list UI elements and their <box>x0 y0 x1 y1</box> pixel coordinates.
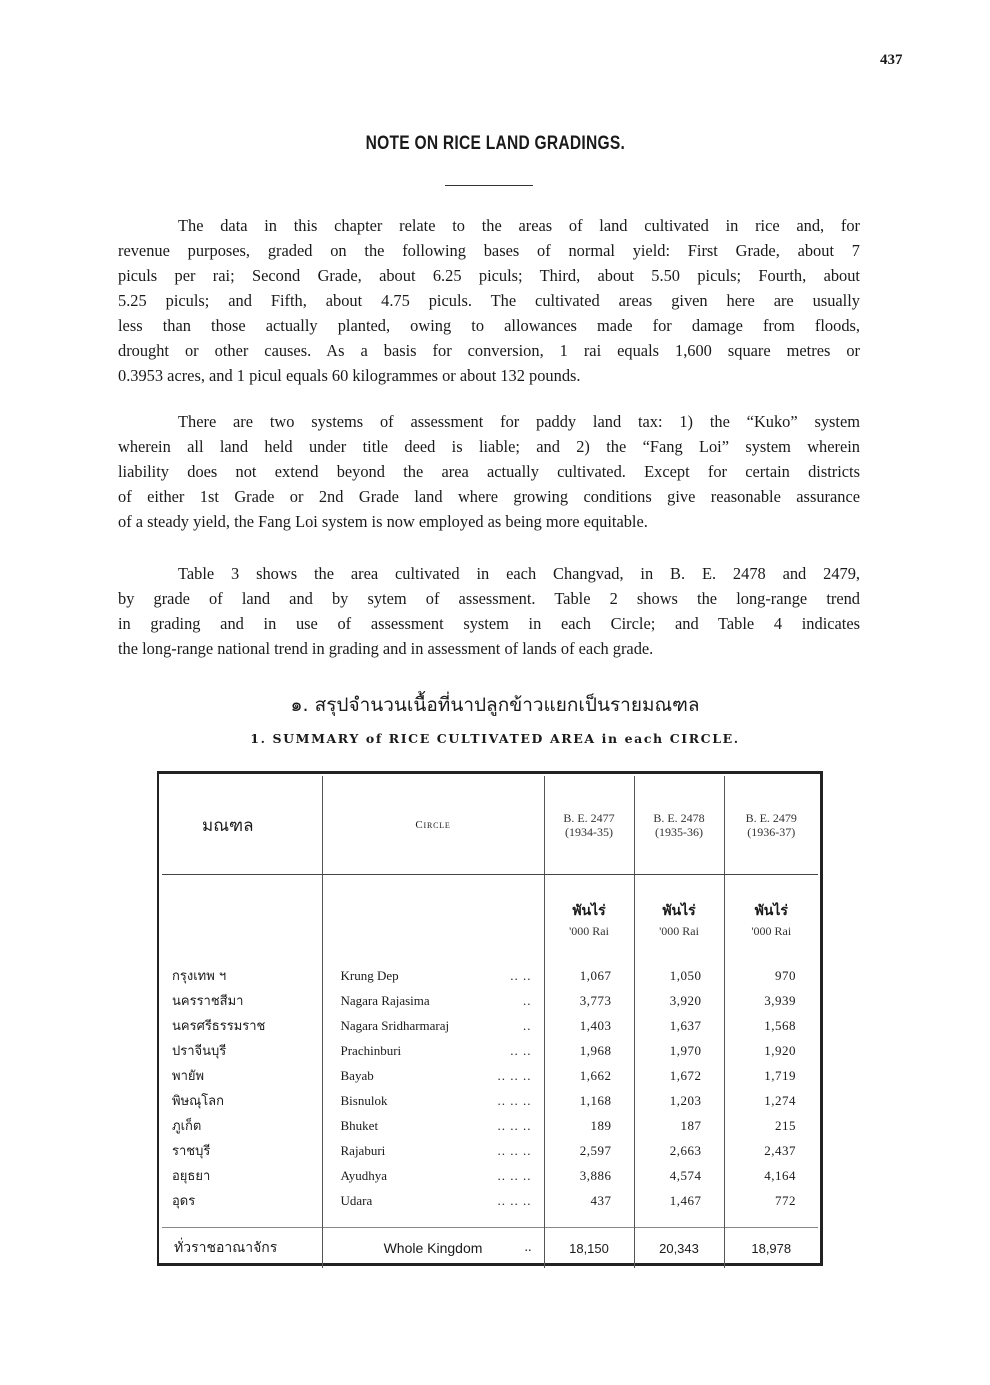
row-value-2479: 1,920 <box>724 1038 818 1063</box>
total-circle-cell <box>322 1228 544 1269</box>
row-thai-circle: ปราจีนบุรี <box>172 1044 227 1059</box>
row-circle-name: Bisnulok <box>340 1092 388 1108</box>
unit-thai: พันไร่ <box>572 902 606 919</box>
summary-table <box>162 776 818 1268</box>
row-circle <box>322 1013 544 1038</box>
header-year-2479 <box>724 776 818 875</box>
text-line: Table 3 shows the area cultivated in each Changvad, in B. E. 2478 and 2479, <box>178 564 860 583</box>
page-number: 437 <box>880 52 903 68</box>
paragraph-table-references <box>118 561 860 661</box>
row-circle-name: Rajaburi <box>340 1142 386 1158</box>
row-value-2478: 1,203 <box>634 1088 724 1113</box>
table-unit-row <box>162 875 818 964</box>
table-row <box>162 963 818 988</box>
text-line: of either 1st Grade or 2nd Grade land where growing conditions give reasonable assurance <box>118 487 860 506</box>
leader-dots: .. .. .. <box>497 1167 532 1183</box>
text-line: 5.25 piculs; and Fifth, about 4.75 piculs. The cultivated areas given here are usually <box>118 291 860 310</box>
leader-dots: .. .. .. <box>497 1067 532 1083</box>
text-line: less than those actually planted, owing to allowances made for damage from floods, <box>118 316 860 335</box>
row-value-2479: 772 <box>724 1188 818 1213</box>
row-thai-circle: กรุงเทพ ฯ <box>172 969 227 984</box>
unit-english: '000 Rai <box>659 923 699 938</box>
row-value-2477: 437 <box>544 1188 634 1213</box>
row-value-2477: 3,886 <box>544 1163 634 1188</box>
unit-2478 <box>634 875 724 964</box>
total-2477: 18,150 <box>544 1228 634 1269</box>
row-thai-circle: นครศรีธรรมราช <box>172 1019 266 1034</box>
row-value-2478: 1,672 <box>634 1063 724 1088</box>
table-row <box>162 1138 818 1163</box>
row-value-2479: 1,568 <box>724 1013 818 1038</box>
row-circle <box>322 1038 544 1063</box>
row-value-2479: 1,719 <box>724 1063 818 1088</box>
text-line: The data in this chapter relate to the areas of land cultivated in rice and, for <box>178 216 860 235</box>
row-circle <box>322 1138 544 1163</box>
text-line: of a steady yield, the Fang Loi system is now employed as being more equitable. <box>118 512 648 531</box>
row-thai-circle: พายัพ <box>172 1069 205 1084</box>
unit-thai: พันไร่ <box>662 902 696 919</box>
table-title-english: 1. SUMMARY of RICE CULTIVATED AREA in each CIRCLE. <box>250 731 740 746</box>
unit-2477 <box>544 875 634 964</box>
table-total-row <box>162 1228 818 1269</box>
row-thai-circle: ราชบุรี <box>172 1144 211 1159</box>
row-circle <box>322 963 544 988</box>
leader-dots: .. .. .. <box>497 1092 532 1108</box>
header-year-2477 <box>544 776 634 875</box>
table-row <box>162 1188 818 1213</box>
table-row <box>162 1063 818 1088</box>
leader-dots: .. <box>523 1017 532 1033</box>
row-circle-name: Krung Dep <box>340 967 399 983</box>
paragraph-assessment-systems <box>118 409 860 534</box>
text-line: liability does not extend beyond the area actually cultivated. Except for certain districts <box>118 462 860 481</box>
table-row <box>162 988 818 1013</box>
row-value-2477: 1,067 <box>544 963 634 988</box>
header-year-2478 <box>634 776 724 875</box>
unit-thai: พันไร่ <box>754 902 788 919</box>
row-circle <box>322 1113 544 1138</box>
table-row <box>162 1088 818 1113</box>
row-thai-circle: นครราชสีมา <box>172 994 244 1009</box>
row-value-2479: 970 <box>724 963 818 988</box>
row-circle-name: Prachinburi <box>340 1042 402 1058</box>
header-circle: Circle <box>322 776 544 875</box>
row-value-2479: 4,164 <box>724 1163 818 1188</box>
row-circle-name: Bayab <box>340 1067 374 1083</box>
table-row <box>162 1113 818 1138</box>
leader-dots: .. .. <box>510 1042 532 1058</box>
leader-dots: .. <box>523 992 532 1008</box>
row-value-2477: 3,773 <box>544 988 634 1013</box>
row-thai-circle: ภูเก็ต <box>172 1119 202 1134</box>
unit-2479 <box>724 875 818 964</box>
text-line: the long-range national trend in grading and in assessment of lands of each grade. <box>118 639 654 658</box>
header-be: B. E. 2479 <box>745 811 797 825</box>
row-value-2477: 1,168 <box>544 1088 634 1113</box>
row-value-2478: 1,970 <box>634 1038 724 1063</box>
row-value-2478: 1,050 <box>634 963 724 988</box>
header-be: B. E. 2477 <box>563 811 615 825</box>
text-line: by grade of land and by sytem of assessment. Table 2 shows the long-range trend <box>118 589 860 608</box>
leader-dots: .. <box>524 1240 532 1255</box>
row-thai-circle: อุดร <box>172 1194 196 1209</box>
row-value-2477: 1,968 <box>544 1038 634 1063</box>
row-value-2479: 3,939 <box>724 988 818 1013</box>
text-line: There are two systems of assessment for paddy land tax: 1) the “Kuko” system <box>178 412 860 431</box>
row-thai-circle: อยุธยา <box>172 1169 211 1184</box>
leader-dots: .. .. <box>510 967 532 983</box>
text-line: wherein all land held under title deed is liable; and 2) the “Fang Loi” system wherein <box>118 437 860 456</box>
row-circle <box>322 1088 544 1113</box>
row-circle-name: Ayudhya <box>340 1167 387 1183</box>
row-circle-name: Bhuket <box>340 1117 379 1133</box>
row-circle <box>322 988 544 1013</box>
row-value-2479: 2,437 <box>724 1138 818 1163</box>
header-ad: (1935-36) <box>655 825 703 839</box>
row-thai-circle: พิษณุโลก <box>172 1094 225 1109</box>
row-value-2477: 189 <box>544 1113 634 1138</box>
row-value-2478: 187 <box>634 1113 724 1138</box>
row-circle <box>322 1063 544 1088</box>
total-2478: 20,343 <box>634 1228 724 1269</box>
row-circle-name: Nagara Sridharmaraj <box>340 1017 450 1033</box>
unit-english: '000 Rai <box>751 923 792 938</box>
total-label: Whole Kingdom <box>383 1240 483 1256</box>
row-circle <box>322 1163 544 1188</box>
paragraph-yield-grades <box>118 213 860 388</box>
row-value-2477: 1,403 <box>544 1013 634 1038</box>
row-circle-name: Nagara Rajasima <box>340 992 430 1008</box>
header-ad: (1936-37) <box>747 825 796 839</box>
table-row <box>162 1163 818 1188</box>
row-value-2477: 1,662 <box>544 1063 634 1088</box>
row-value-2478: 2,663 <box>634 1138 724 1163</box>
page-title: NOTE ON RICE LAND GRADINGS. <box>365 133 626 154</box>
leader-dots: .. .. .. <box>497 1142 532 1158</box>
leader-dots: .. .. .. <box>497 1117 532 1133</box>
row-value-2478: 1,467 <box>634 1188 724 1213</box>
table-row <box>162 1038 818 1063</box>
text-line: piculs per rai; Second Grade, about 6.25 piculs; Third, about 5.50 piculs; Fourth, about <box>118 266 860 285</box>
row-value-2478: 1,637 <box>634 1013 724 1038</box>
header-ad: (1934-35) <box>565 825 613 839</box>
table-header-row <box>162 776 818 875</box>
row-value-2478: 3,920 <box>634 988 724 1013</box>
text-line: in grading and in use of assessment system in each Circle; and Table 4 indicates <box>118 614 860 633</box>
table-title-thai: ๑. สรุปจำนวนเนื้อที่นาปลูกข้าวแยกเป็นรายมณฑล <box>290 694 700 716</box>
total-2479: 18,978 <box>724 1228 818 1269</box>
total-thai-label: ทั่วราชอาณาจักร <box>162 1228 322 1269</box>
title-divider <box>445 185 533 186</box>
text-line: revenue purposes, graded on the following bases of normal yield: First Grade, about 7 <box>118 241 860 260</box>
header-thai-circle: มณฑล <box>162 776 322 875</box>
unit-english: '000 Rai <box>569 923 609 938</box>
row-circle-name: Udara <box>340 1192 373 1208</box>
row-circle <box>322 1188 544 1213</box>
leader-dots: .. .. .. <box>497 1192 532 1208</box>
row-value-2479: 215 <box>724 1113 818 1138</box>
row-value-2477: 2,597 <box>544 1138 634 1163</box>
text-line: drought or other causes. As a basis for conversion, 1 rai equals 1,600 square metres or <box>118 341 860 360</box>
text-line: 0.3953 acres, and 1 picul equals 60 kilogrammes or about 132 pounds. <box>118 366 581 385</box>
header-be: B. E. 2478 <box>653 811 705 825</box>
table-row <box>162 1013 818 1038</box>
row-value-2479: 1,274 <box>724 1088 818 1113</box>
row-value-2478: 4,574 <box>634 1163 724 1188</box>
